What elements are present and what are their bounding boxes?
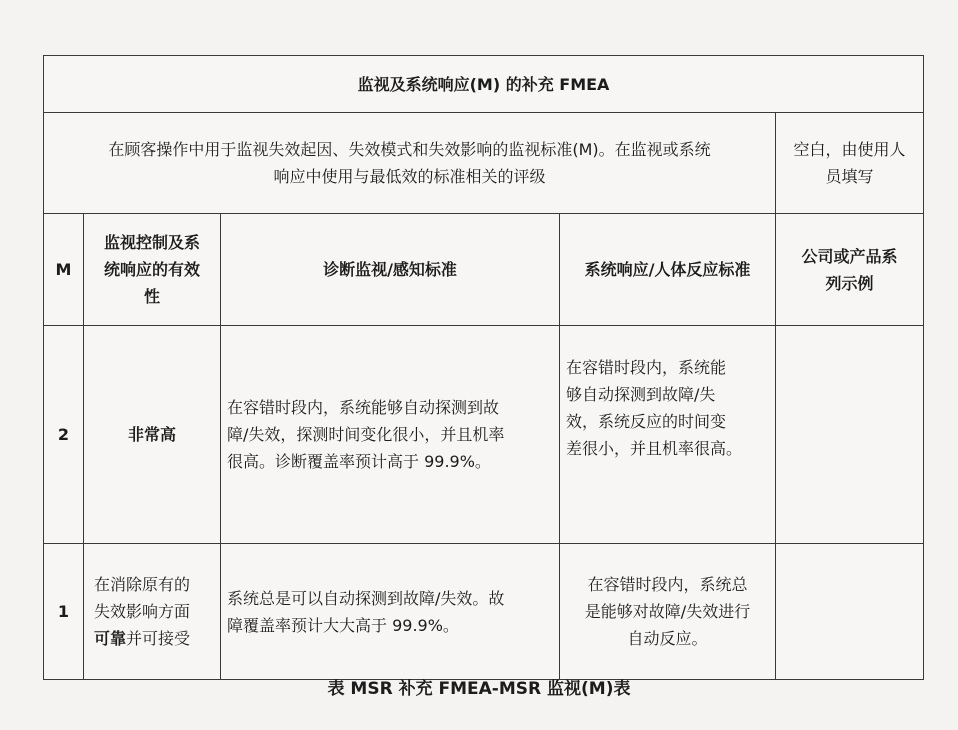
table-caption: 表 MSR 补充 FMEA-MSR 监视(M)表	[327, 679, 631, 699]
header-effectiveness: 监视控制及系 统响应的有效 性	[84, 214, 221, 326]
rating-value: 1	[44, 544, 84, 680]
rating-value: 2	[44, 326, 84, 544]
table-title: 监视及系统响应(M) 的补充 FMEA	[44, 56, 924, 113]
table-description: 在顾客操作中用于监视失效起因、失效模式和失效影响的监视标准(M)。在监视或系统 响应中使用与最低效的标准相关的评级	[44, 113, 776, 214]
title-row	[44, 56, 924, 113]
header-diagnosis: 诊断监视/感知标准	[221, 214, 560, 326]
diagnosis-criteria: 系统总是可以自动探测到故障/失效。故 障覆盖率预计大大高于 99.9%。	[221, 544, 560, 680]
table-row	[44, 544, 924, 680]
system-response-criteria: 在容错时段内，系统总 是能够对故障/失效进行 自动反应。	[560, 544, 776, 680]
header-row	[44, 214, 924, 326]
fmea-msr-table	[43, 55, 924, 680]
effectiveness-emphasis: 可靠	[94, 629, 127, 648]
blank-fill-note: 空白，由使用人 员填写	[776, 113, 924, 214]
example-cell	[776, 326, 924, 544]
table-row	[44, 326, 924, 544]
diagnosis-criteria: 在容错时段内，系统能够自动探测到故 障/失效，探测时间变化很小，并且机率 很高。诊断覆盖率预计高于 99.9%。	[221, 326, 560, 544]
header-examples: 公司或产品系 列示例	[776, 214, 924, 326]
system-response-criteria: 在容错时段内，系统能 够自动探测到故障/失 效，系统反应的时间变 差很小，并且机率很高。	[560, 326, 776, 544]
header-system-response: 系统响应/人体反应标准	[560, 214, 776, 326]
example-cell	[776, 544, 924, 680]
header-m: M	[44, 214, 84, 326]
effectiveness-text: 在消除原有的 失效影响方面	[94, 575, 191, 621]
effectiveness-value	[84, 544, 221, 680]
effectiveness-value: 非常高	[84, 326, 221, 544]
description-row	[44, 113, 924, 214]
effectiveness-text-rest: 并可接受	[126, 629, 191, 648]
